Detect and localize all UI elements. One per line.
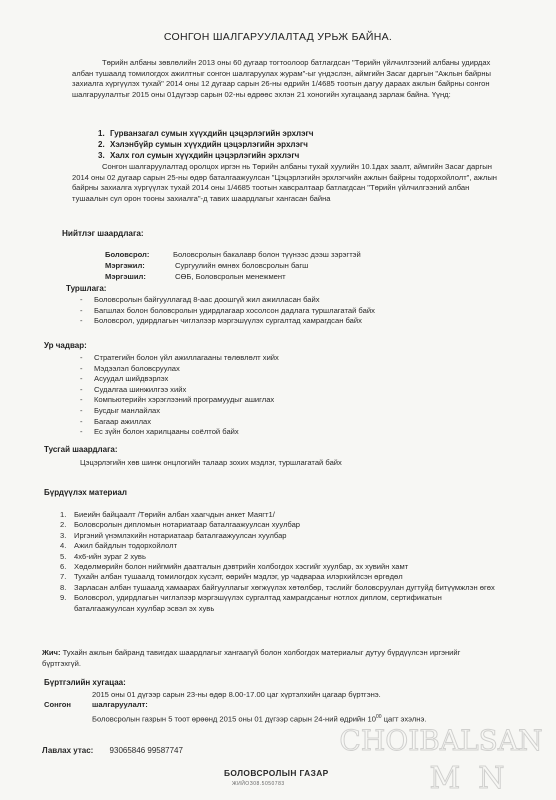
- selection-text: Боловсролын газрын 5 тоот өрөөнд 2015 оны 01 дүгээр сарын 24-ний өдрийн $10^{00}$ цагт эхэлнэ.: [92, 714, 427, 724]
- general-requirements-heading: Нийтлэг шаардлага:: [62, 229, 144, 238]
- list-item: - Ес зүйн болон харилцааны соёлтой байх: [80, 427, 239, 437]
- watermark-line-1: CHOIBALSAN: [339, 724, 543, 757]
- intro-paragraph: Төрийн албаны зөвлөлийн 2013 оны 60 дугаар тогтоолоор батлагдсан "Төрийн үйлчилгээний албаны удирдах албан тушаалд томилогдох ажилтныг сонгон шалгаруулах журам"-ыг үндэслэн, аймгийн Засаг даргын "Ажлын байрны захиалга хүргүүлэх тухай" 2014 оны 12 дугаар сарын 26-ны өдрийн 1/4685 тоотын дагуу дараах ажлын байрны сонгон шалгаруулалтыг 2015 оны 01дүгээр сарын 02-ны өдрөөс эхлэн 21 хоногийн хугацаанд зарлаж байна. Үүнд:: [72, 58, 491, 99]
- list-item: 6. Хөдөлмөрийн болон нийгмийн даатгалын дэвтрийн холбогдох хэсгийг хуулбар, эх хувийн хамт: [60, 562, 409, 572]
- special-requirements-heading: Тусгай шаардлага:: [44, 445, 118, 454]
- list-item: 5. 4х6-ийн зураг 2 хувь: [60, 551, 146, 561]
- list-item: 2. Боловсролын дипломын нотариатаар баталгаажуулсан хуулбар: [60, 520, 301, 530]
- position-list: [98, 128, 314, 161]
- requirement-row-education: Боловсрол: Боловсролын бакалавр болон түүнээс дээш зэрэгтэй: [105, 250, 361, 259]
- list-item: - Компьютерийн хэрэглээний програмуудыг ашиглах: [80, 395, 275, 405]
- list-item: 9. Боловсрол, удирдлагын чиглэлээр мэргэшүүлэх сургалтад хамрагдсаныг нотлох диплом, сертификатын баталгаажуулсан хуулбар эсвэл эх хувь: [60, 593, 442, 613]
- position-item: 1. Гурванзагал сумын хүүхдийн цэцэрлэгийн эрхлэгч: [98, 129, 314, 138]
- requirements-paragraph: Сонгон шалгаруулалтад оролцох иргэн нь Төрийн албаны тухай хуулийн 10.1дах заалт, аймгийн Засаг даргын 2014 оны 02 дугаар сарын 25-ны өдөр баталгаажуулсан "Цэцэрлэгийн эрхлэгчийн ажлын байрны тодорхойлолт", ажлын байрны захиалга хүргүүлэх тухай 2014 оны 1/4685 тоотын хавсралтаар батлагдсан "Төрийн үйлчилгээний албан тушаалын сул орон тооны захиалга"-д тавих шаардлагыг хангасан байна: [72, 162, 497, 203]
- list-item: - Мэдээлэл боловсруулах: [80, 363, 180, 373]
- list-item: - Судалгаа шинжилгээ хийх: [80, 384, 187, 394]
- skills-list: [80, 353, 279, 438]
- skills-heading: Ур чадвар:: [44, 341, 87, 350]
- list-item: - Стратегийн болон үйл ажиллагааны төлөвлөлт хийх: [80, 353, 279, 362]
- list-item: 3. Иргэний үнэмлэхийн нотариатаар баталгаажуулсан хуулбар: [60, 530, 287, 540]
- requirement-row-profession: Мэргэжил: Сургуулийн өмнөх боловсролын багш: [105, 261, 309, 270]
- documents-heading: Бүрдүүлэх материал: [44, 488, 127, 497]
- list-item: - Бусдыг манлайлах: [80, 405, 161, 415]
- list-item: - Багшлах болон боловсролын удирдлагаар хосолсон дадлага туршлагатай байх: [80, 305, 375, 315]
- experience-heading: Туршлага:: [66, 284, 107, 293]
- registration-text: 2015 оны 01 дүгээр сарын 23-ны өдөр 8.00-17.00 цаг хүртэлхийн цагаар бүртгэнэ.: [92, 690, 381, 699]
- documents-list: [60, 510, 500, 614]
- requirement-row-qualification: Мэргэшил: СӨБ, Боловсролын менежмент: [105, 272, 286, 281]
- list-item: - Боловсрол, удирдлагын чиглэлээр мэргэшүүлэх сургалтад хамрагдсан байх: [80, 316, 362, 326]
- watermark-line-2: MN: [429, 761, 523, 796]
- list-item: - Асуудал шийдвэрлэх: [80, 374, 169, 384]
- contact-phone: Лавлах утас: 93065846 99587747: [42, 746, 183, 755]
- watermark-logo: [336, 716, 546, 796]
- experience-list: [80, 295, 375, 327]
- list-item: - Боловсролын байгууллагад 8-аас доошгүй жил ажилласан байх: [80, 295, 320, 304]
- selection-label-1: Сонгон: [44, 700, 71, 709]
- list-item: 7. Тухайн албан тушаалд томилогдох хүсэлт, өөрийн мэдлэг, ур чадвараа илэрхийлсэн өргөдөл: [60, 572, 403, 582]
- selection-label-2: шалгаруулалт:: [92, 700, 148, 709]
- position-item: 3. Халх гол сумын хүүхдийн цэцэрлэгийн эрхлэгч: [98, 151, 300, 160]
- list-item: 8. Зарласан албан тушаалд хамаарах байгууллагыг хөгжүүлэх хөтөлбөр, тэслийг боловсруулан дугтуйд битүүмжлэн өгөх: [60, 582, 495, 592]
- list-item: 1. Биеийн байцаалт /Төрийн албан хаагчдын анкет Маягт1/: [60, 510, 275, 519]
- note-paragraph: Жич: Тухайн ажлын байранд тавигдах шаардлагыг хангаагүй болон холбогдох материалыг дутуу бүрдүүлсэн иргэнийг бүртгэхгүй.: [42, 648, 461, 668]
- page-title: СОНГОН ШАЛГАРУУЛАЛТАД УРЬЖ БАЙНА.: [163, 31, 393, 43]
- stamp-text: ЖИЙОЗ08.5050783: [232, 781, 285, 787]
- list-item: 4. Ажил байдлын тодорхойлолт: [60, 541, 178, 551]
- deadline-heading: Бүртгэлийн хугацаа:: [44, 678, 126, 687]
- signature-org: БОЛОВСРОЛЫН ГАЗАР: [224, 768, 329, 778]
- position-item: 2. Хэлэнбүйр сумын хүүхдийн цэцэрлэгийн эрхлэгч: [98, 140, 308, 149]
- special-requirements-text: Цэцэрлэгийн хөв шинж онцлогийн талаар зохих мэдлэг, туршлагатай байх: [80, 458, 342, 467]
- list-item: - Багаар ажиллах: [80, 416, 152, 426]
